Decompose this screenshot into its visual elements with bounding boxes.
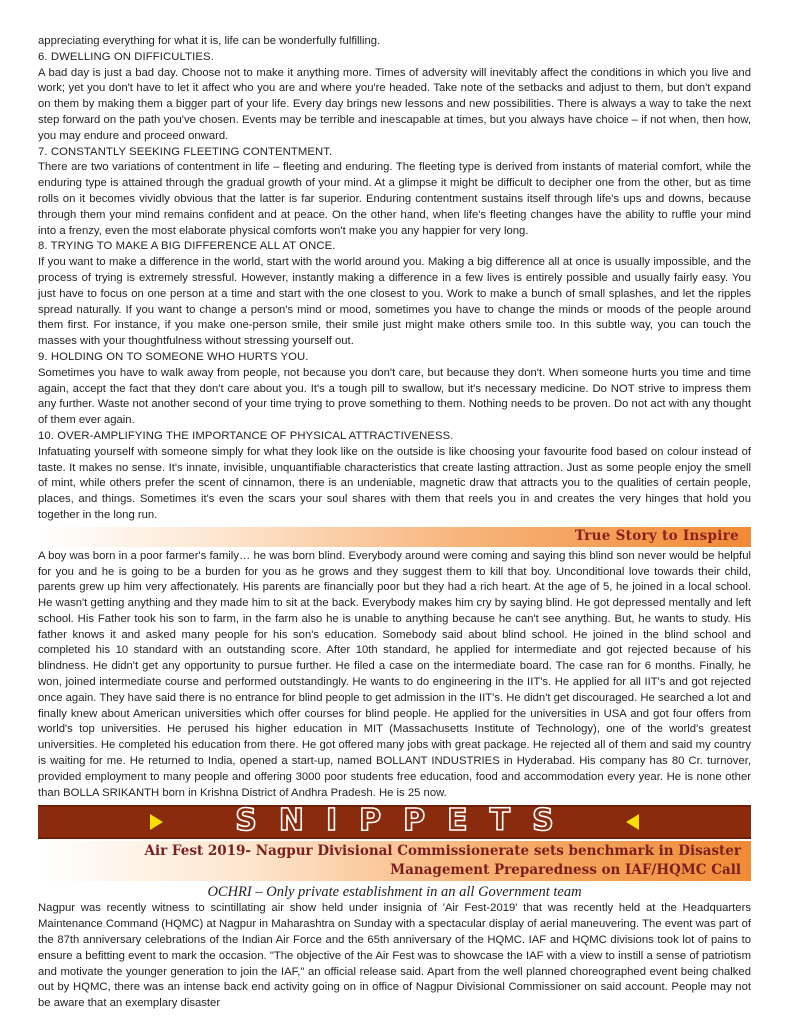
air-fest-subtitle: OCHRI – Only private establishment in an all Government team: [207, 884, 582, 901]
arrow-left-icon: [626, 814, 639, 830]
item-9-body: Sometimes you have to walk away from people, not because you don't care, but because they don't. When someone hurts you time and time again, accept the fact that they don't care about you. It's a tough pill to swallow, but it's necessary medicine. Do NOT strive to impress them any further. Waste not another second of your time trying to prove something to them. Nothing needs to be proven. Do not act with any thought of them ever again.: [38, 366, 751, 427]
snippets-banner-title: SNIPPETS: [235, 803, 576, 839]
air-fest-headline: [38, 841, 751, 881]
item-10-heading: 10. OVER-AMPLIFYING THE IMPORTANCE OF PHYSICAL ATTRACTIVENESS.: [38, 429, 454, 442]
air-fest-body: Nagpur was recently witness to scintillating air show held under insignia of 'Air Fest-2019' that was recently held at the Headquarters Maintenance Command (HQMC) at Nagpur in Maharashtra on Sunday with a spectacular display of aerial maneuvering. The event was part of the 87th anniversary celebrations of the Indian Air Force and the 65th anniversary of the HQMC. IAF and HQMC divisions took lot of pains to ensure a befitting event to mark the occasion. "The objective of the Air Fest was to showcase the IAF with a view to instill a sense of patriotism and motivate the younger generation to join the IAF," an official release said. Apart from the well planned choreographed event being chalked out by HQMC, there was an intense back end activity going on in office of Nagpur Divisional Commissioner on said account. People may not be aware that an exemplary disaster: [38, 902, 751, 1010]
true-story-body: A boy was born in a poor farmer's family… he was born blind. Everybody around were coming and saying this blind son never would be helpful for you and he is going to be a burden for you as he grows and they suggest them to kill that boy. Unconditional love towards their child, parents grew up him very affectionately. His parents are financially poor but they had a rich heart. At the age of 5, he joined in a local school. He wasn't getting anything and they made him to sit at the back. Everybody makes him cry by saying blind. He got depressed mentally and left school. His Father took his son to farm, in the farm also he is unable to anything because he can't see anything. But, he wants to study. His father knows it and asked many people for his son's education. Somebody said about blind school. He joined in the blind school and completed his 10 standard with an outstanding score. After 10th standard, he applied for intermediate and got rejected because of his blindness. He didn't get any opportunity to pursue further. He filed a case on the intermediate board. The case ran for 6 months. Finally, he won, joined intermediate course and performed outstandingly. He wants to do engineering in the IIT's. He applied for all IIT's and got rejected once again. They have said there is no entrance for blind people to get admission in the IIT's. He didn't get discouraged. He searched a lot and finally knew about American universities which offer courses for blind people. He applied for the universities in USA and got four offers from world's top universities. He perused his higher education in MIT (Massachusetts Institute of Technology), one of the world's greatest universities. He completed his education from there. He got offered many jobs with great package. He rejected all of them and said my country is waiting for me. He returned to India, opened a start-up, named BOLLANT INDUSTRIES in Hyderabad. His company has 80 Cr. turnover, provided employment to many people and offering 3000 poor students free education, food and accommodation every year. He is none other than BOLLA SRIKANTH born in Krishna District of Andhra Pradesh. He is 25 now.: [38, 549, 751, 799]
item-7-body: There are two variations of contentment in life – fleeting and enduring. The fleeting type is derived from instants of material comfort, while the enduring type is attained through the gradual growth of your mind. At a glimpse it might be difficult to decipher one from the other, but as time rolls on it becomes vividly obvious that the latter is far superior. Enduring contentment sustains itself through life's ups and downs, because through them your mind remains confident and at peace. On the other hand, when life's fleeting changes have the ability to ruffle your mind into a frenzy, even the most elaborate physical comforts won't make you any happier for very long.: [38, 161, 751, 237]
air-fest-headline-line-2: Management Preparedness on IAF/HQMC Call: [390, 862, 741, 879]
item-8-heading: 8. TRYING TO MAKE A BIG DIFFERENCE ALL AT ONCE.: [38, 240, 336, 253]
item-8-body: If you want to make a difference in the world, start with the world around you. Making a big difference all at once is usually impossible, and the process of trying is extremely stressful. However, instantly making a difference in a few lives is entirely possible and usually fairly easy. You just have to focus on one person at a time and start with the one closest to you. Work to make a bunch of small splashes, and let the ripples spread naturally. If you want to change a person's mind or mood, sometimes you have to change the minds or moods of the people around them first. For instance, if you make one-person smile, their smile just might make others smile too. In this subtle way, you can touch the masses with your thoughtfulness without stressing yourself out.: [38, 256, 751, 348]
intro-tail-text: appreciating everything for what it is, life can be wonderfully fulfilling.: [38, 35, 381, 47]
item-7-heading: 7. CONSTANTLY SEEKING FLEETING CONTENTMENT.: [38, 145, 333, 158]
item-6-body: A bad day is just a bad day. Choose not to make it anything more. Times of adversity will inevitably affect the conditions in which you live and work; yet you don't have to let it affect who you are and where you're headed. Take note of the setbacks and adjust to them, but don't expand on them by making them a bigger part of your life. Every day brings new lessons and new possibilities. There is always a way to take the next step forward on the path you've chosen. Events may be terrible and inescapable at times, but you always have choice – if not when, then how, you may endure and proceed onward.: [38, 66, 751, 142]
item-10-body: Infatuating yourself with someone simply for what they look like on the outside is like choosing your favourite food based on colour instead of taste. It makes no sense. It's innate, invisible, unquantifiable characteristics that create lasting attraction. Just as some people enjoy the smell of mint, while others prefer the scent of cinnamon, there is an undeniable, magnetic draw that attracts you to the qualities of certain people, places, and things. Sometimes it's even the scars your soul shares with them that reels you in and creates the very hinges that hold you together in the long run.: [38, 445, 751, 521]
air-fest-headline-line-1: Air Fest 2019- Nagpur Divisional Commissionerate sets benchmark in Disaster: [144, 843, 741, 860]
true-story-banner-title: True Story to Inspire: [574, 527, 739, 544]
snippets-banner: [38, 805, 751, 839]
item-9-heading: 9. HOLDING ON TO SOMEONE WHO HURTS YOU.: [38, 350, 309, 363]
item-6-heading: 6. DWELLING ON DIFFICULTIES.: [38, 50, 214, 63]
true-story-banner: [38, 527, 751, 547]
newsletter-page: [38, 34, 751, 1012]
